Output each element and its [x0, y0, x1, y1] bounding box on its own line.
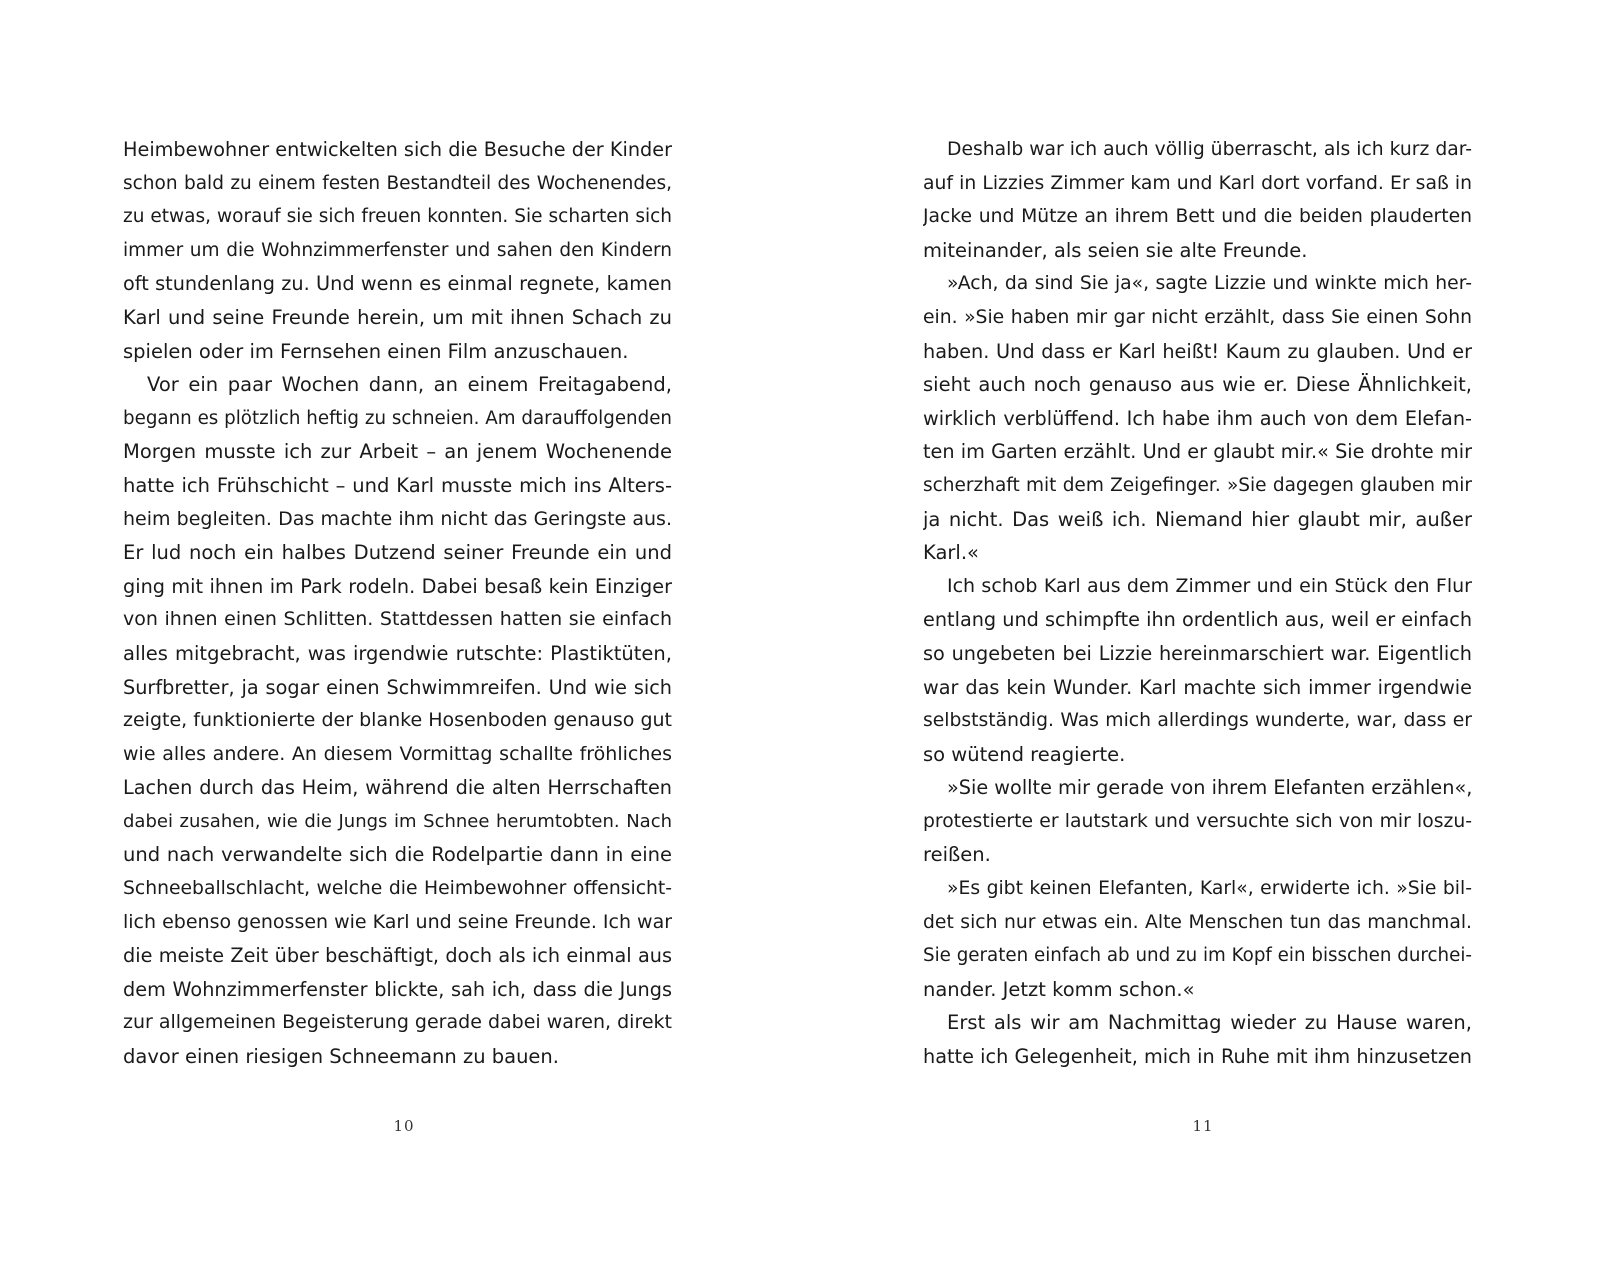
text-line: zu etwas, worauf sie sich freuen konnten. Sie scharten sich: [123, 206, 672, 228]
text-line: oft stundenlang zu. Und wenn es einmal regnete, kamen: [123, 272, 672, 296]
text-line: Ich schob Karl aus dem Zimmer und ein Stück den Flur: [947, 574, 1472, 597]
text-line: schon bald zu einem festen Bestandteil des Wochenendes,: [123, 172, 672, 194]
text-line: dem Wohnzimmerfenster blickte, sah ich, dass die Jungs: [123, 977, 672, 1001]
text-line: begann es plötzlich heftig zu schneien. Am darauffolgenden: [123, 407, 672, 429]
text-line: Surfbretter, ja sogar einen Schwimmreifen. Und wie sich: [123, 675, 672, 699]
text-line: dabei zusahen, wie die Jungs im Schnee herumtobten. Nach: [123, 810, 672, 832]
text-line: hatte ich Frühschicht – und Karl musste mich ins Alters-: [123, 473, 672, 497]
text-line: wie alles andere. An diesem Vormittag schallte fröhliches: [123, 742, 672, 765]
text-line: Er lud noch ein halbes Dutzend seiner Freunde ein und: [123, 541, 672, 565]
text-line: Karl.«: [923, 541, 979, 565]
text-line: davor einen riesigen Schneemann zu bauen.: [123, 1045, 559, 1069]
text-line: heim begleiten. Das machte ihm nicht das Geringste aus.: [123, 507, 672, 530]
page-number-right: 11: [1192, 1117, 1214, 1135]
text-line: sieht auch noch genauso aus wie er. Diese Ähnlichkeit,: [923, 373, 1472, 397]
text-line: miteinander, als seien sie alte Freunde.: [923, 238, 1308, 262]
text-line: immer um die Wohnzimmerfenster und sahen den Kindern: [123, 239, 672, 261]
text-line: und nach verwandelte sich die Rodelpartie dann in eine: [123, 843, 672, 867]
text-line: ging mit ihnen im Park rodeln. Dabei besaß kein Einziger: [123, 574, 672, 598]
text-line: zeigte, funktionierte der blanke Hosenboden genauso gut: [123, 709, 672, 732]
text-line: von ihnen einen Schlitten. Stattdessen hatten sie einfach: [123, 608, 672, 631]
text-line: Sie geraten einfach ab und zu im Kopf ein bisschen durchei-: [923, 945, 1472, 967]
right-page-text: [923, 133, 1472, 1074]
text-line: wirklich verblüffend. Ich habe ihm auch von dem Elefan-: [923, 406, 1472, 430]
left-page-text: [123, 133, 672, 1074]
text-line: spielen oder im Fernsehen einen Film anzuschauen.: [123, 339, 629, 363]
text-line: »Es gibt keinen Elefanten, Karl«, erwiderte ich. »Sie bil-: [947, 878, 1472, 900]
text-line: scherzhaft mit dem Zeigefinger. »Sie dagegen glauben mir: [923, 474, 1472, 496]
text-line: nander. Jetzt komm schon.«: [923, 977, 1195, 1001]
text-line: protestierte er lautstark und versuchte sich von mir loszu-: [923, 810, 1472, 832]
text-line: Lachen durch das Heim, während die alten Herrschaften: [123, 776, 672, 800]
text-line: die meiste Zeit über beschäftigt, doch als ich einmal aus: [123, 944, 672, 968]
text-line: lich ebenso genossen wie Karl und seine Freunde. Ich war: [123, 910, 672, 933]
text-line: auf in Lizzies Zimmer kam und Karl dort vorfand. Er saß in: [923, 172, 1472, 194]
text-line: Karl und seine Freunde herein, um mit ihnen Schach zu: [123, 305, 672, 329]
text-line: so ungebeten bei Lizzie hereinmarschiert war. Eigentlich: [923, 641, 1472, 665]
text-line: reißen.: [923, 843, 991, 867]
text-line: zur allgemeinen Begeisterung gerade dabei waren, direkt: [123, 1011, 672, 1034]
text-line: ein. »Sie haben mir gar nicht erzählt, dass Sie einen Sohn: [923, 306, 1472, 328]
text-line: Deshalb war ich auch völlig überrascht, als ich kurz dar-: [947, 139, 1472, 160]
text-line: ten im Garten erzählt. Und er glaubt mir.« Sie drohte mir: [923, 440, 1472, 464]
text-line: det sich nur etwas ein. Alte Menschen tun das manchmal.: [923, 911, 1472, 933]
text-line: haben. Und dass er Karl heißt! Kaum zu glauben. Und er: [923, 339, 1472, 363]
text-line: Heimbewohner entwickelten sich die Besuche der Kinder: [123, 138, 672, 161]
text-line: »Sie wollte mir gerade von ihrem Elefanten erzählen«,: [947, 776, 1472, 800]
text-line: selbstständig. Was mich allerdings wunderte, war, dass er: [923, 710, 1472, 732]
text-line: Schneeballschlacht, welche die Heimbewohner offensicht-: [123, 878, 672, 900]
text-line: Erst als wir am Nachmittag wieder zu Hause waren,: [947, 1011, 1472, 1035]
text-line: entlang und schimpfte ihn ordentlich aus, weil er einfach: [923, 608, 1472, 632]
text-line: ja nicht. Das weiß ich. Niemand hier glaubt mir, außer: [923, 507, 1472, 531]
text-line: Vor ein paar Wochen dann, an einem Freitagabend,: [147, 373, 672, 397]
text-line: Morgen musste ich zur Arbeit – an jenem Wochenende: [123, 440, 672, 464]
text-line: alles mitgebracht, was irgendwie rutschte: Plastiktüten,: [123, 641, 672, 665]
text-line: »Ach, da sind Sie ja«, sagte Lizzie und winkte mich her-: [947, 273, 1472, 295]
text-line: hatte ich Gelegenheit, mich in Ruhe mit ihm hinzusetzen: [923, 1045, 1472, 1069]
text-line: Jacke und Mütze an ihrem Bett und die beiden plauderten: [923, 206, 1472, 228]
text-line: so wütend reagierte.: [923, 742, 1126, 766]
page-number-left: 10: [393, 1117, 415, 1135]
text-line: war das kein Wunder. Karl machte sich immer irgendwie: [923, 675, 1472, 699]
